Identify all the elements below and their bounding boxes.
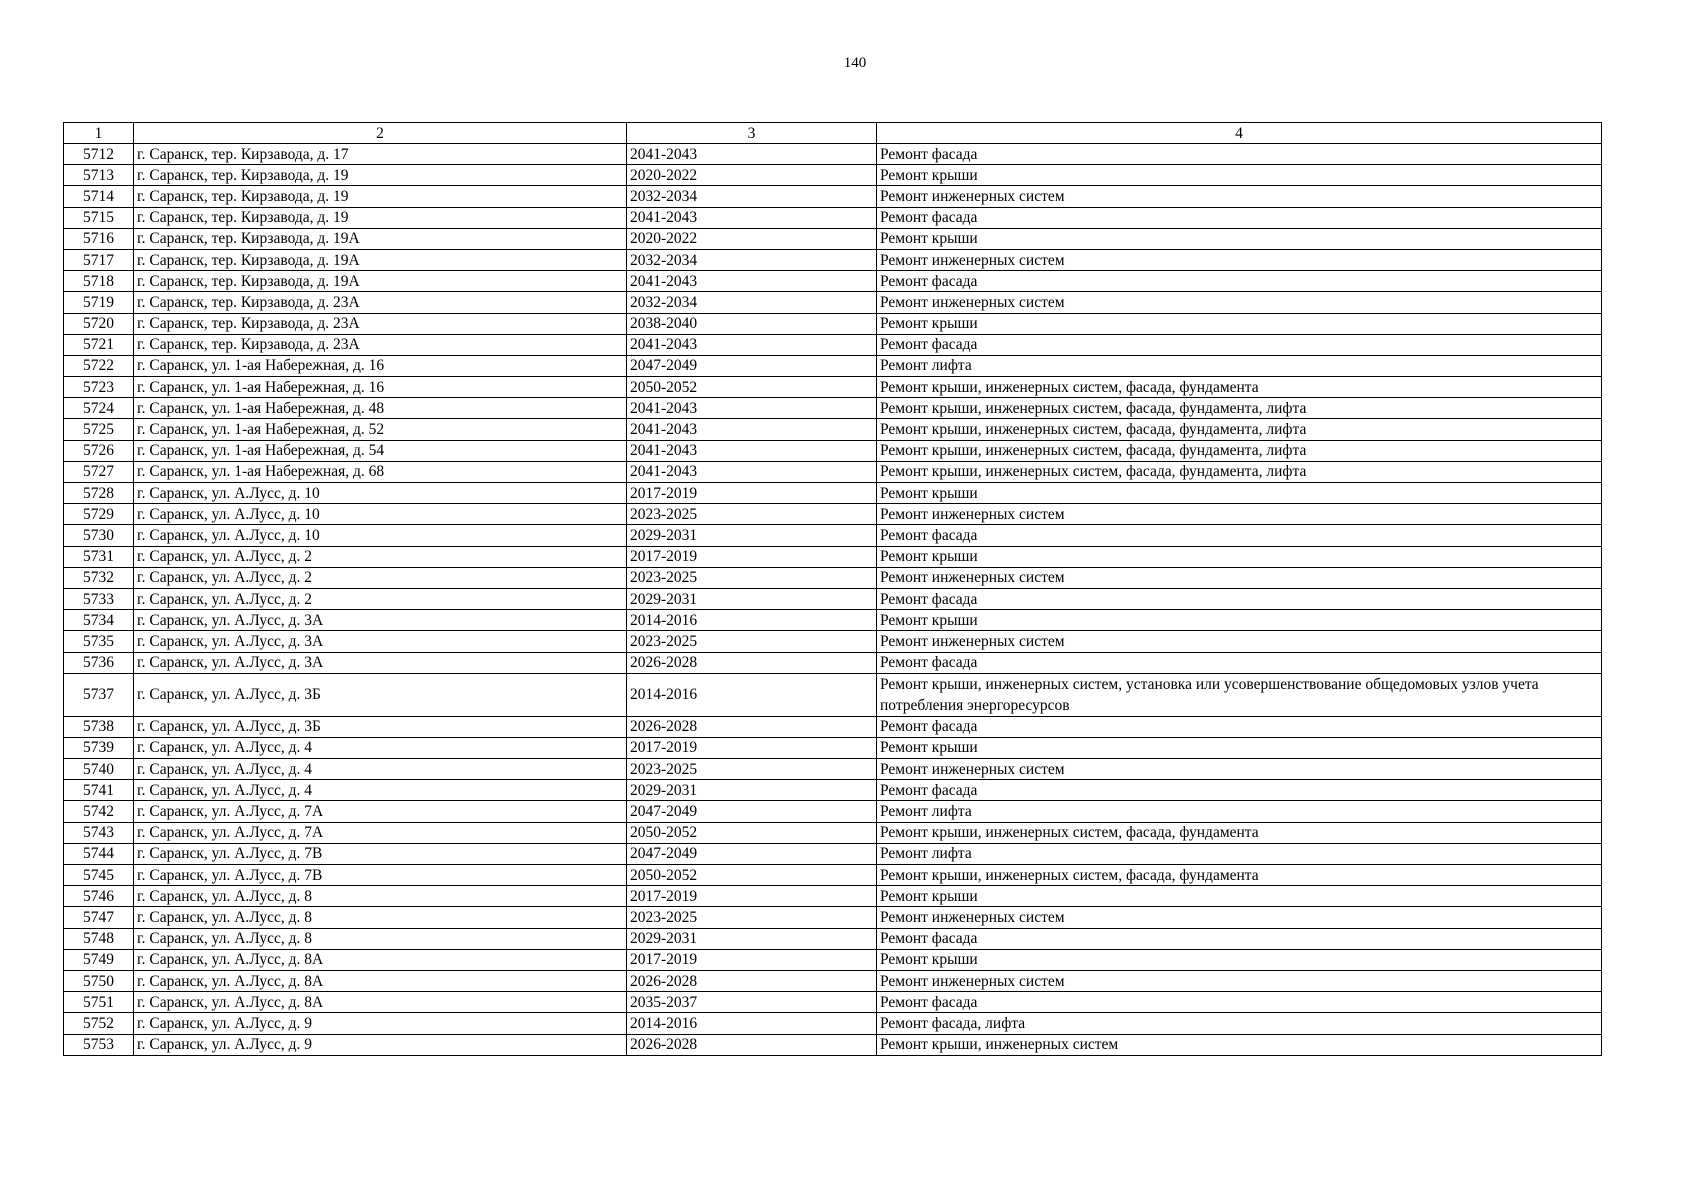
address-cell: г. Саранск, ул. А.Лусс, д. 8А [134, 992, 627, 1013]
address-cell: г. Саранск, ул. А.Лусс, д. 7В [134, 843, 627, 864]
table-row [64, 673, 1602, 716]
work-type-cell: Ремонт фасада [877, 144, 1602, 165]
address-cell: г. Саранск, ул. 1-ая Набережная, д. 16 [134, 355, 627, 376]
period-cell: 2029-2031 [627, 588, 877, 609]
work-type-cell: Ремонт крыши, инженерных систем, фасада, фундамента [877, 822, 1602, 843]
row-number-cell: 5725 [64, 419, 134, 440]
period-cell: 2023-2025 [627, 631, 877, 652]
period-cell: 2023-2025 [627, 907, 877, 928]
table-row [64, 1034, 1602, 1055]
table-row [64, 504, 1602, 525]
work-type-cell: Ремонт крыши, инженерных систем, фасада, фундамента [877, 865, 1602, 886]
period-cell: 2050-2052 [627, 822, 877, 843]
period-cell: 2020-2022 [627, 228, 877, 249]
period-cell: 2035-2037 [627, 992, 877, 1013]
table-row [64, 843, 1602, 864]
column-header-2: 2 [134, 123, 627, 144]
table-row [64, 546, 1602, 567]
row-number-cell: 5726 [64, 440, 134, 461]
work-type-cell: Ремонт крыши [877, 610, 1602, 631]
table-row [64, 780, 1602, 801]
table-row [64, 440, 1602, 461]
row-number-cell: 5746 [64, 886, 134, 907]
table-row [64, 1013, 1602, 1034]
period-cell: 2017-2019 [627, 483, 877, 504]
table-row [64, 759, 1602, 780]
table-row [64, 398, 1602, 419]
period-cell: 2017-2019 [627, 737, 877, 758]
period-cell: 2023-2025 [627, 504, 877, 525]
period-cell: 2023-2025 [627, 567, 877, 588]
address-cell: г. Саранск, ул. А.Лусс, д. 10 [134, 504, 627, 525]
table-row [64, 631, 1602, 652]
period-cell: 2014-2016 [627, 1013, 877, 1034]
address-cell: г. Саранск, ул. А.Лусс, д. 3Б [134, 673, 627, 716]
period-cell: 2050-2052 [627, 865, 877, 886]
address-cell: г. Саранск, ул. А.Лусс, д. 2 [134, 546, 627, 567]
work-type-cell: Ремонт фасада [877, 207, 1602, 228]
table-row [64, 377, 1602, 398]
period-cell: 2047-2049 [627, 843, 877, 864]
period-cell: 2041-2043 [627, 461, 877, 482]
work-type-cell: Ремонт крыши [877, 313, 1602, 334]
address-cell: г. Саранск, тер. Кирзавода, д. 19А [134, 271, 627, 292]
table-row [64, 461, 1602, 482]
work-type-cell: Ремонт крыши, инженерных систем, фасада, фундамента [877, 377, 1602, 398]
work-type-cell: Ремонт фасада [877, 716, 1602, 737]
period-cell: 2041-2043 [627, 271, 877, 292]
table-row [64, 822, 1602, 843]
table-row [64, 271, 1602, 292]
table-row [64, 186, 1602, 207]
address-cell: г. Саранск, ул. А.Лусс, д. 3А [134, 610, 627, 631]
row-number-cell: 5741 [64, 780, 134, 801]
work-type-cell: Ремонт инженерных систем [877, 631, 1602, 652]
table-row [64, 716, 1602, 737]
table-row [64, 886, 1602, 907]
work-type-cell: Ремонт лифта [877, 355, 1602, 376]
table-row [64, 865, 1602, 886]
work-type-cell: Ремонт крыши, инженерных систем, фасада, фундамента, лифта [877, 398, 1602, 419]
address-cell: г. Саранск, ул. 1-ая Набережная, д. 54 [134, 440, 627, 461]
table-row [64, 737, 1602, 758]
work-type-cell: Ремонт инженерных систем [877, 567, 1602, 588]
address-cell: г. Саранск, ул. А.Лусс, д. 3А [134, 631, 627, 652]
address-cell: г. Саранск, тер. Кирзавода, д. 19 [134, 165, 627, 186]
period-cell: 2017-2019 [627, 949, 877, 970]
work-type-cell: Ремонт фасада [877, 992, 1602, 1013]
row-number-cell: 5730 [64, 525, 134, 546]
table-row [64, 249, 1602, 270]
address-cell: г. Саранск, тер. Кирзавода, д. 19А [134, 228, 627, 249]
work-type-cell: Ремонт фасада [877, 588, 1602, 609]
work-type-cell: Ремонт крыши, инженерных систем, фасада, фундамента, лифта [877, 461, 1602, 482]
work-type-cell: Ремонт крыши [877, 546, 1602, 567]
row-number-cell: 5732 [64, 567, 134, 588]
row-number-cell: 5738 [64, 716, 134, 737]
row-number-cell: 5729 [64, 504, 134, 525]
period-cell: 2041-2043 [627, 440, 877, 461]
period-cell: 2026-2028 [627, 652, 877, 673]
period-cell: 2032-2034 [627, 292, 877, 313]
row-number-cell: 5720 [64, 313, 134, 334]
table-row [64, 207, 1602, 228]
address-cell: г. Саранск, ул. 1-ая Набережная, д. 48 [134, 398, 627, 419]
row-number-cell: 5737 [64, 673, 134, 716]
row-number-cell: 5724 [64, 398, 134, 419]
period-cell: 2050-2052 [627, 377, 877, 398]
work-type-cell: Ремонт инженерных систем [877, 759, 1602, 780]
period-cell: 2047-2049 [627, 355, 877, 376]
row-number-cell: 5739 [64, 737, 134, 758]
address-cell: г. Саранск, тер. Кирзавода, д. 17 [134, 144, 627, 165]
table-header-row [64, 123, 1602, 144]
work-type-cell: Ремонт крыши [877, 737, 1602, 758]
table-row [64, 992, 1602, 1013]
row-number-cell: 5747 [64, 907, 134, 928]
address-cell: г. Саранск, ул. 1-ая Набережная, д. 68 [134, 461, 627, 482]
work-type-cell: Ремонт инженерных систем [877, 249, 1602, 270]
address-cell: г. Саранск, ул. А.Лусс, д. 2 [134, 588, 627, 609]
row-number-cell: 5752 [64, 1013, 134, 1034]
work-type-cell: Ремонт инженерных систем [877, 907, 1602, 928]
row-number-cell: 5727 [64, 461, 134, 482]
table-row [64, 165, 1602, 186]
work-type-cell: Ремонт фасада, лифта [877, 1013, 1602, 1034]
work-type-cell: Ремонт крыши [877, 165, 1602, 186]
address-cell: г. Саранск, ул. А.Лусс, д. 9 [134, 1013, 627, 1034]
work-type-cell: Ремонт инженерных систем [877, 186, 1602, 207]
row-number-cell: 5718 [64, 271, 134, 292]
work-type-cell: Ремонт крыши [877, 228, 1602, 249]
table-row [64, 801, 1602, 822]
address-cell: г. Саранск, ул. А.Лусс, д. 4 [134, 780, 627, 801]
page-number: 140 [843, 55, 867, 71]
column-header-3: 3 [627, 123, 877, 144]
work-type-cell: Ремонт инженерных систем [877, 970, 1602, 991]
period-cell: 2014-2016 [627, 673, 877, 716]
period-cell: 2029-2031 [627, 928, 877, 949]
row-number-cell: 5734 [64, 610, 134, 631]
period-cell: 2017-2019 [627, 886, 877, 907]
period-cell: 2038-2040 [627, 313, 877, 334]
table-row [64, 525, 1602, 546]
row-number-cell: 5748 [64, 928, 134, 949]
table-row [64, 610, 1602, 631]
period-cell: 2023-2025 [627, 759, 877, 780]
address-cell: г. Саранск, ул. А.Лусс, д. 8 [134, 928, 627, 949]
period-cell: 2026-2028 [627, 970, 877, 991]
address-cell: г. Саранск, ул. А.Лусс, д. 7А [134, 801, 627, 822]
column-header-1: 1 [64, 123, 134, 144]
row-number-cell: 5743 [64, 822, 134, 843]
work-type-cell: Ремонт крыши, инженерных систем, фасада, фундамента, лифта [877, 440, 1602, 461]
row-number-cell: 5716 [64, 228, 134, 249]
table-row [64, 949, 1602, 970]
work-type-cell: Ремонт крыши [877, 886, 1602, 907]
table-row [64, 355, 1602, 376]
row-number-cell: 5731 [64, 546, 134, 567]
address-cell: г. Саранск, ул. А.Лусс, д. 10 [134, 525, 627, 546]
period-cell: 2014-2016 [627, 610, 877, 631]
row-number-cell: 5721 [64, 334, 134, 355]
table-row [64, 652, 1602, 673]
row-number-cell: 5745 [64, 865, 134, 886]
table-row [64, 588, 1602, 609]
row-number-cell: 5723 [64, 377, 134, 398]
address-cell: г. Саранск, тер. Кирзавода, д. 19А [134, 249, 627, 270]
period-cell: 2041-2043 [627, 334, 877, 355]
address-cell: г. Саранск, ул. А.Лусс, д. 7В [134, 865, 627, 886]
work-type-cell: Ремонт крыши, инженерных систем, фасада, фундамента, лифта [877, 419, 1602, 440]
table-body [64, 144, 1602, 1056]
address-cell: г. Саранск, ул. А.Лусс, д. 4 [134, 737, 627, 758]
address-cell: г. Саранск, ул. А.Лусс, д. 3А [134, 652, 627, 673]
row-number-cell: 5736 [64, 652, 134, 673]
work-type-cell: Ремонт фасада [877, 780, 1602, 801]
period-cell: 2041-2043 [627, 398, 877, 419]
address-cell: г. Саранск, тер. Кирзавода, д. 23А [134, 292, 627, 313]
row-number-cell: 5715 [64, 207, 134, 228]
work-type-cell: Ремонт фасада [877, 334, 1602, 355]
row-number-cell: 5751 [64, 992, 134, 1013]
table-row [64, 928, 1602, 949]
row-number-cell: 5749 [64, 949, 134, 970]
address-cell: г. Саранск, ул. А.Лусс, д. 7А [134, 822, 627, 843]
address-cell: г. Саранск, ул. А.Лусс, д. 3Б [134, 716, 627, 737]
address-cell: г. Саранск, ул. 1-ая Набережная, д. 52 [134, 419, 627, 440]
work-type-cell: Ремонт фасада [877, 525, 1602, 546]
row-number-cell: 5740 [64, 759, 134, 780]
row-number-cell: 5722 [64, 355, 134, 376]
period-cell: 2041-2043 [627, 207, 877, 228]
address-cell: г. Саранск, ул. А.Лусс, д. 2 [134, 567, 627, 588]
table-row [64, 970, 1602, 991]
table-row [64, 144, 1602, 165]
address-cell: г. Саранск, ул. А.Лусс, д. 8 [134, 886, 627, 907]
row-number-cell: 5742 [64, 801, 134, 822]
repair-schedule-table [63, 122, 1602, 1056]
address-cell: г. Саранск, ул. 1-ая Набережная, д. 16 [134, 377, 627, 398]
row-number-cell: 5735 [64, 631, 134, 652]
address-cell: г. Саранск, тер. Кирзавода, д. 19 [134, 186, 627, 207]
row-number-cell: 5728 [64, 483, 134, 504]
table-row [64, 483, 1602, 504]
address-cell: г. Саранск, ул. А.Лусс, д. 8А [134, 970, 627, 991]
period-cell: 2026-2028 [627, 1034, 877, 1055]
row-number-cell: 5717 [64, 249, 134, 270]
row-number-cell: 5744 [64, 843, 134, 864]
row-number-cell: 5753 [64, 1034, 134, 1055]
work-type-cell: Ремонт крыши [877, 949, 1602, 970]
work-type-cell: Ремонт лифта [877, 801, 1602, 822]
table-row [64, 567, 1602, 588]
table-row [64, 292, 1602, 313]
table-row [64, 907, 1602, 928]
period-cell: 2047-2049 [627, 801, 877, 822]
period-cell: 2029-2031 [627, 780, 877, 801]
address-cell: г. Саранск, тер. Кирзавода, д. 23А [134, 313, 627, 334]
period-cell: 2041-2043 [627, 144, 877, 165]
table-row [64, 334, 1602, 355]
row-number-cell: 5719 [64, 292, 134, 313]
work-type-cell: Ремонт крыши, инженерных систем [877, 1034, 1602, 1055]
address-cell: г. Саранск, ул. А.Лусс, д. 8 [134, 907, 627, 928]
period-cell: 2032-2034 [627, 186, 877, 207]
work-type-cell: Ремонт фасада [877, 652, 1602, 673]
row-number-cell: 5714 [64, 186, 134, 207]
table-row [64, 419, 1602, 440]
address-cell: г. Саранск, ул. А.Лусс, д. 9 [134, 1034, 627, 1055]
address-cell: г. Саранск, тер. Кирзавода, д. 23А [134, 334, 627, 355]
address-cell: г. Саранск, ул. А.Лусс, д. 8А [134, 949, 627, 970]
row-number-cell: 5750 [64, 970, 134, 991]
period-cell: 2017-2019 [627, 546, 877, 567]
work-type-cell: Ремонт инженерных систем [877, 292, 1602, 313]
work-type-cell: Ремонт крыши, инженерных систем, установка или усовершенствование общедомовых узлов учета потребления энергоресурсов [877, 673, 1602, 716]
row-number-cell: 5713 [64, 165, 134, 186]
work-type-cell: Ремонт крыши [877, 483, 1602, 504]
address-cell: г. Саранск, тер. Кирзавода, д. 19 [134, 207, 627, 228]
work-type-cell: Ремонт лифта [877, 843, 1602, 864]
column-header-4: 4 [877, 123, 1602, 144]
address-cell: г. Саранск, ул. А.Лусс, д. 10 [134, 483, 627, 504]
period-cell: 2041-2043 [627, 419, 877, 440]
period-cell: 2020-2022 [627, 165, 877, 186]
period-cell: 2026-2028 [627, 716, 877, 737]
table-row [64, 313, 1602, 334]
work-type-cell: Ремонт инженерных систем [877, 504, 1602, 525]
row-number-cell: 5733 [64, 588, 134, 609]
row-number-cell: 5712 [64, 144, 134, 165]
period-cell: 2032-2034 [627, 249, 877, 270]
period-cell: 2029-2031 [627, 525, 877, 546]
table-row [64, 228, 1602, 249]
address-cell: г. Саранск, ул. А.Лусс, д. 4 [134, 759, 627, 780]
work-type-cell: Ремонт фасада [877, 271, 1602, 292]
work-type-cell: Ремонт фасада [877, 928, 1602, 949]
